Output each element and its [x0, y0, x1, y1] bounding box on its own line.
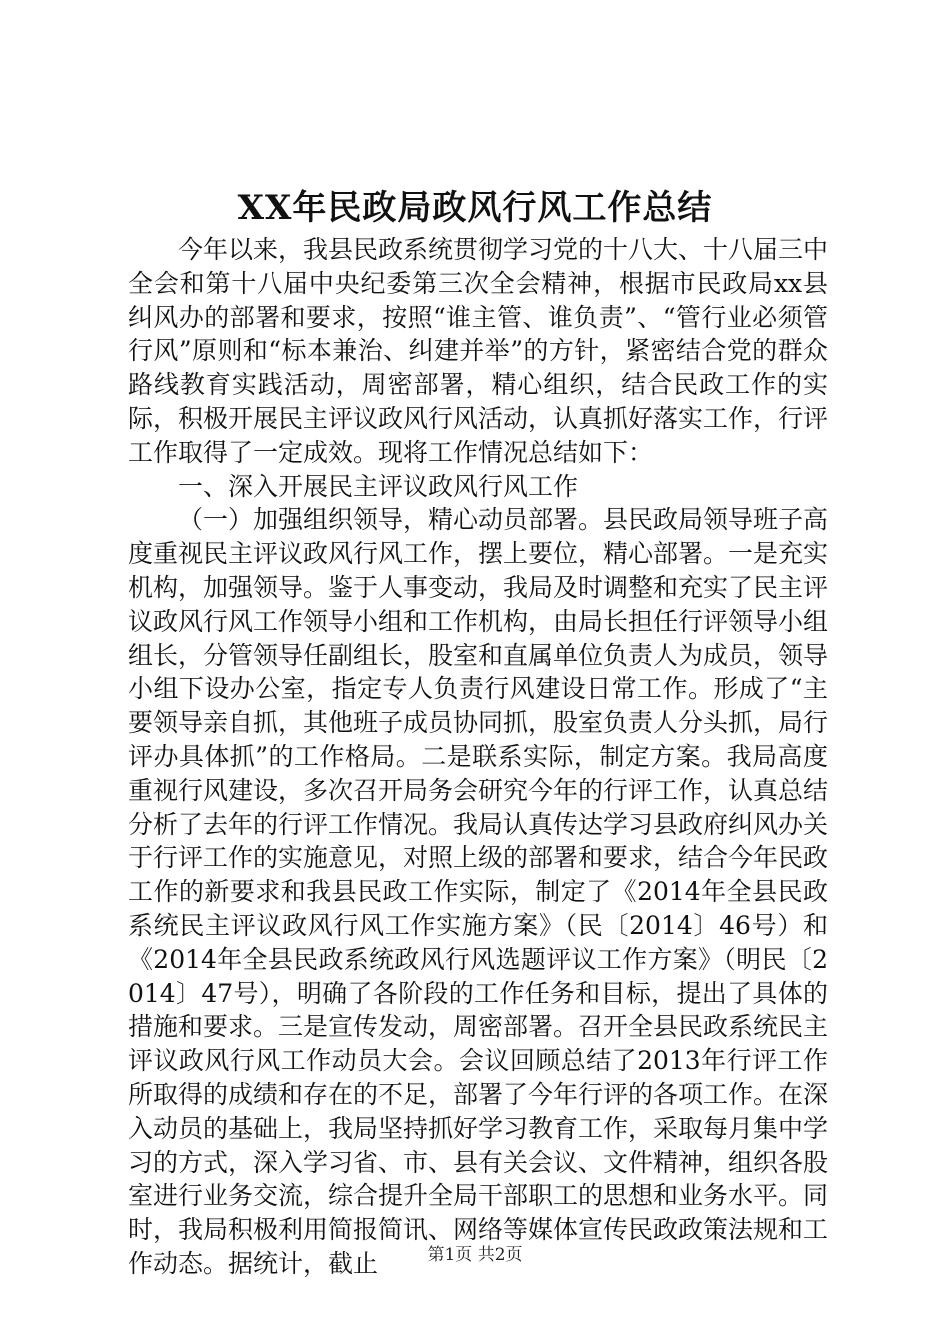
document-title: XX年民政局政风行风工作总结 — [237, 188, 713, 228]
page-number: 第1页 共2页 — [427, 1245, 523, 1265]
paragraph-section-1-1: （一）加强组织领导，精心动员部署。县民政局领导班子高度重视民主评议政风行风工作，摆上要位，精心部署。一是充实机构，加强领导。鉴于人事变动，我局及时调整和充实了民主评议政风行风工作领导小组和工作机构，由局长担任行评领导小组组长，分管领导任副组长，股室和直属单位负责人为成员，领导小组下设办公室，指定专人负责行风建设日常工作。形成了“主要领导亲自抓，其他班子成员协同抓，股室负责人分头抓，局行评办具体抓”的工作格局。二是联系实际，制定方案。我局高度重视行风建设，多次召开局务会研究今年的行评工作，认真总结分析了去年的行评工作情况。我局认真传达学习县政府纠风办关于行评工作的实施意见，对照上级的部署和要求，结合今年民政工作的新要求和我县民政工作实际，制定了《2014年全县民政系统民主评议政风行风工作实施方案》（民〔2014〕46号）和《2014年全县民政系统政风行风选题评议工作方案》（明民〔2014〕47号），明确了各阶段的工作任务和目标，提出了具体的措施和要求。三是宣传发动，周密部署。召开全县民政系统民主评议政风行风工作动员大会。会议回顾总结了2013年行评工作所取得的成绩和存在的不足，部署了今年行评的各项工作。在深入动员的基础上，我局坚持抓好学习教育工作，采取每月集中学习的方式，深入学习省、市、县有关会议、文件精神，组织各股室进行业务交流，综合提升全局干部职工的思想和业务水平。同时，我局积极利用简报简讯、网络等媒体宣传民政政策法规和工作动态。据统计，截止 — [128, 505, 829, 1278]
document-body — [128, 233, 828, 1281]
section-heading-1: 一、深入开展民主评议政风行风工作 — [178, 471, 579, 501]
paragraph-intro: 今年以来，我县民政系统贯彻学习党的十八大、十八届三中全会和第十八届中央纪委第三次全会精神，根据市民政局xx县纠风办的部署和要求，按照“谁主管、谁负责”、“管行业必须管行风”原则和“标本兼治、纠建并举”的方针，紧密结合党的群众路线教育实践活动，周密部署，精心组织，结合民政工作的实际，积极开展民主评议政风行风活动，认真抓好落实工作，行评工作取得了一定成效。现将工作情况总结如下： — [128, 235, 829, 467]
